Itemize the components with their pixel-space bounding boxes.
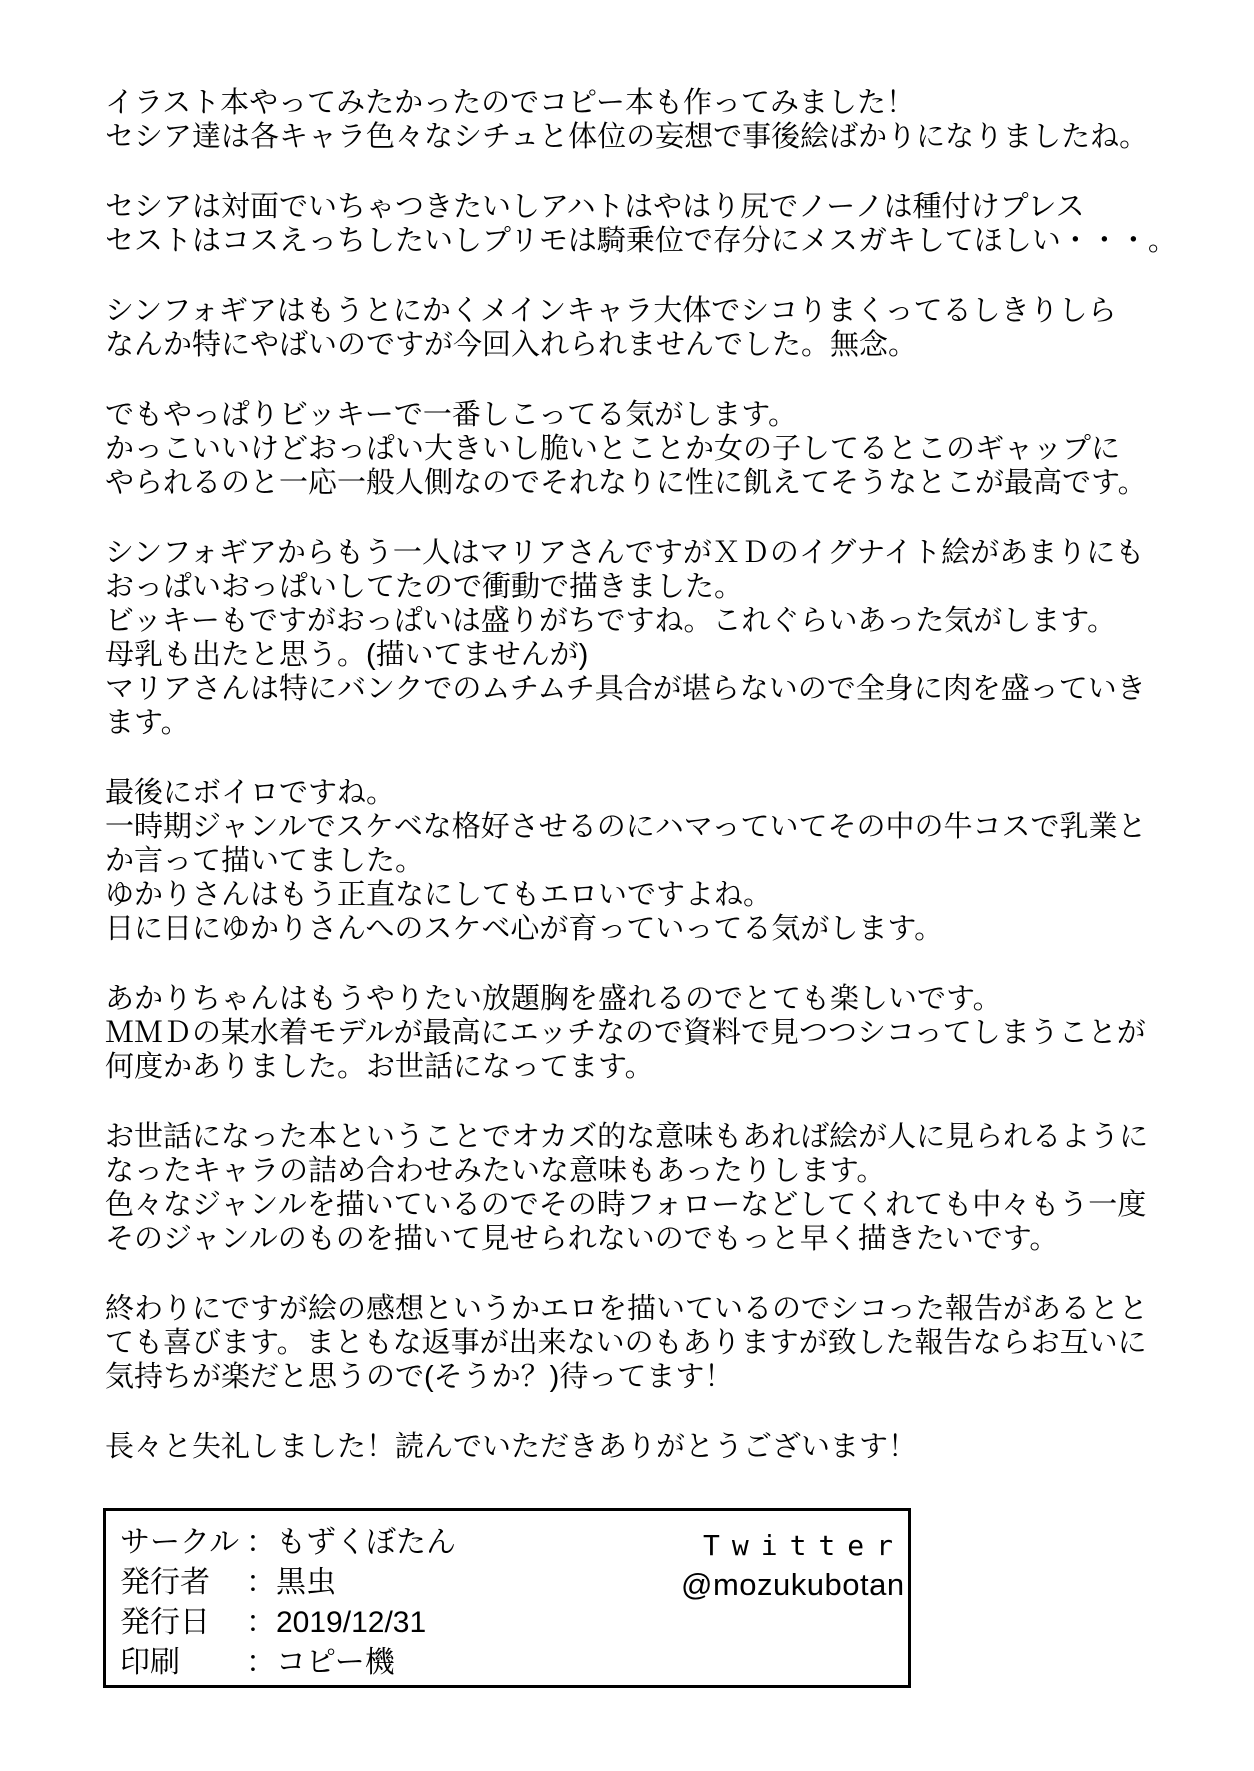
colophon-label: 発行日 — [120, 1606, 210, 1639]
text-line: 色々なジャンルを描いているのでその時フォローなどしてくれても中々もう一度 — [105, 1189, 1147, 1221]
paragraph — [105, 1292, 1165, 1394]
paragraph — [105, 294, 1165, 362]
colophon-value: もずくぼたん — [276, 1526, 456, 1559]
text-line: マリアさんは特にバンクでのムチムチ具合が堪らないので全身に肉を盛っていき — [105, 673, 1146, 705]
text-line: シンフォギアからもう一人はマリアさんですがＸＤのイグナイト絵があまりにも — [105, 537, 1145, 569]
text-line: お世話になった本ということでオカズ的な意味もあれば絵が人に見られるように — [105, 1121, 1149, 1153]
colophon-value: コピー機 — [276, 1646, 395, 1679]
text-line: セストはコスえっちしたいしプリモは騎乗位で存分にメスガキしてほしい・・・。 — [105, 225, 1177, 257]
text-line: かっこいいけどおっぱい大きいし脆いとことか女の子してるとこのギャップに — [105, 433, 1121, 465]
colophon-label: 印刷 — [120, 1646, 180, 1679]
paragraph — [105, 982, 1165, 1084]
text-line: 気持ちが楽だと思うので(そうか？)待ってます！ — [105, 1361, 734, 1393]
text-line: おっぱいおっぱいしてたので衝動で描きました。 — [105, 571, 744, 603]
text-line: 日に日にゆかりさんへのスケベ心が育っていってる気がします。 — [105, 913, 944, 945]
colophon-box — [103, 1508, 911, 1688]
text-line: 長々と失礼しました！読んでいただきありがとうございます！ — [105, 1431, 918, 1463]
colophon-separator: ： — [246, 1566, 276, 1599]
text-line: 終わりにですが絵の感想というかエロを描いているのでシコった報告があるとと — [105, 1293, 1148, 1325]
text-line: 一時期ジャンルでスケベな格好させるのにハマっていてその中の牛コスで乳業と — [105, 811, 1147, 843]
colophon-row — [120, 1603, 908, 1643]
text-line: ゆかりさんはもう正直なにしてもエロいですよね。 — [105, 879, 773, 911]
colophon-separator: ： — [246, 1526, 276, 1559]
paragraph — [105, 1430, 1165, 1464]
text-line: 何度かありました。お世話になってます。 — [105, 1051, 654, 1083]
paragraph — [105, 190, 1177, 258]
paragraph — [105, 536, 1165, 740]
text-line: ても喜びます。まともな返事が出来ないのもありますが致した報告ならお互いに — [105, 1327, 1147, 1359]
twitter-info — [681, 1527, 905, 1605]
text-line: やられるのと一応一般人側なのでそれなりに性に飢えてそうなとこが最高です。 — [105, 467, 1147, 499]
text-line: か言って描いてました。 — [105, 845, 425, 877]
text-line: でもやっぱりビッキーで一番しこってる気がします。 — [105, 399, 797, 431]
twitter-label: Twitter — [703, 1529, 906, 1562]
text-line: イラスト本やってみたかったのでコピー本も作ってみました！ — [105, 87, 915, 119]
paragraph — [105, 398, 1165, 500]
text-line: ＭＭＤの某水着モデルが最高にエッチなので資料で見つつシコってしまうことが — [105, 1017, 1146, 1049]
paragraph — [105, 776, 1165, 946]
text-line: セシア達は各キャラ色々なシチュと体位の妄想で事後絵ばかりになりましたね。 — [105, 121, 1149, 153]
text-line: ます。 — [105, 707, 190, 739]
afterword — [105, 86, 1177, 1500]
paragraph — [105, 86, 1165, 154]
text-line: シンフォギアはもうとにかくメインキャラ大体でシコりまくってるしきりしら — [105, 295, 1117, 327]
text-line: あかりちゃんはもうやりたい放題胸を盛れるのでとても楽しいです。 — [105, 983, 1002, 1015]
text-line: 最後にボイロですね。 — [105, 777, 396, 809]
colophon-label: サークル — [120, 1526, 240, 1559]
colophon-separator: ： — [246, 1606, 276, 1639]
colophon-label: 発行者 — [120, 1566, 210, 1599]
twitter-handle: @mozukubotan — [681, 1567, 905, 1602]
colophon-value: 2019/12/31 — [276, 1606, 427, 1639]
text-line: そのジャンルのものを描いて見せられないのでもっと早く描きたいです。 — [105, 1223, 1059, 1255]
colophon-row — [120, 1643, 908, 1683]
text-line: セシアは対面でいちゃつきたいしアハトはやはり尻でノーノは種付けプレス — [105, 191, 1085, 223]
text-line: なったキャラの詰め合わせみたいな意味もあったりします。 — [105, 1155, 886, 1187]
paragraph — [105, 1120, 1165, 1256]
text-line: 母乳も出たと思う。(描いてませんが) — [105, 639, 589, 671]
colophon-value: 黒虫 — [276, 1566, 336, 1599]
text-line: ビッキーもですがおっぱいは盛りがちですね。これぐらいあった気がします。 — [105, 605, 1116, 637]
colophon-separator: ： — [246, 1646, 276, 1679]
text-line: なんか特にやばいのですが今回入れられませんでした。無念。 — [105, 329, 918, 361]
